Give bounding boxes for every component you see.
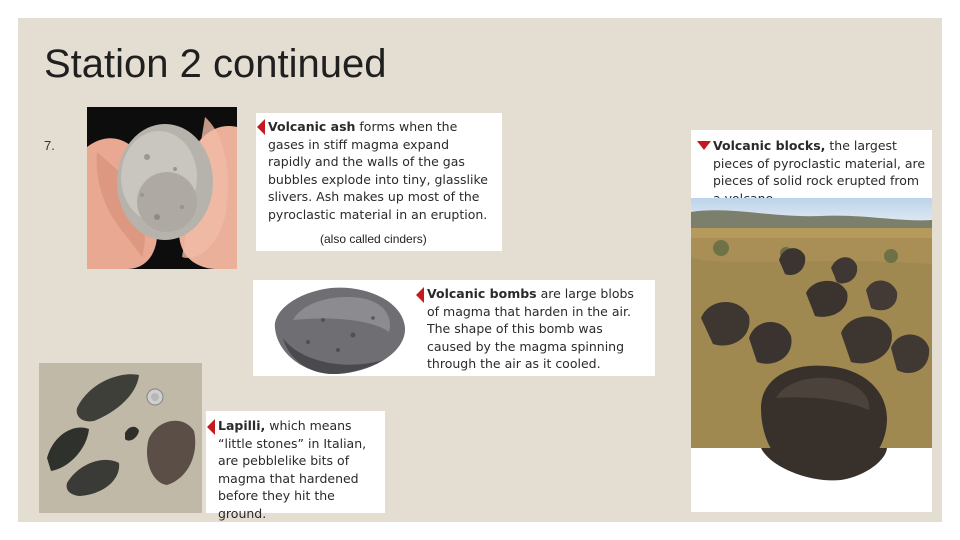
volcanic-ash-term: Volcanic ash [268,119,356,134]
lapilli-photo [39,363,202,513]
slide-title: Station 2 continued [44,42,387,86]
volcanic-ash-text: forms when the gases in stiff magma expand rapidly and the walls of the gas bubbles explode into tiny, glasslike slivers. Ash makes up most of the pyroclastic material in an eruption. [268,119,488,222]
lapilli-text: which means “little stones” in Italian, are pebblelike bits of magma that hardened before they hit the ground. [218,418,367,521]
ash-note: (also called cinders) [320,232,427,246]
volcanic-blocks-callout [691,130,932,198]
lapilli-callout [206,411,385,521]
volcanic-bombs-text: are large blobs of magma that harden in the air. The shape of this bomb was caused by the magma spinning through the air as it cooled. [427,286,634,371]
hands-with-ash-image [87,107,237,269]
volcanic-bombs-callout [415,283,653,373]
volcanic-blocks-landscape-image [691,198,932,512]
volcanic-blocks-photo [691,198,932,512]
red-pointer-icon [416,287,424,303]
red-pointer-down-icon [697,141,711,150]
volcanic-ash-photo [87,107,237,269]
volcanic-bombs-term: Volcanic bombs [427,286,537,301]
lapilli-term: Lapilli, [218,418,266,433]
volcanic-ash-callout [256,113,502,251]
item-number: 7. [44,138,55,153]
red-pointer-icon [257,119,265,135]
volcanic-bomb-image [253,280,413,376]
red-pointer-icon [207,419,215,435]
slide [18,18,942,522]
lapilli-stones-image [39,363,202,513]
volcanic-blocks-text: the largest pieces of pyroclastic material, are pieces of solid rock erupted from [713,138,926,188]
volcanic-blocks-term: Volcanic blocks, [713,138,826,153]
